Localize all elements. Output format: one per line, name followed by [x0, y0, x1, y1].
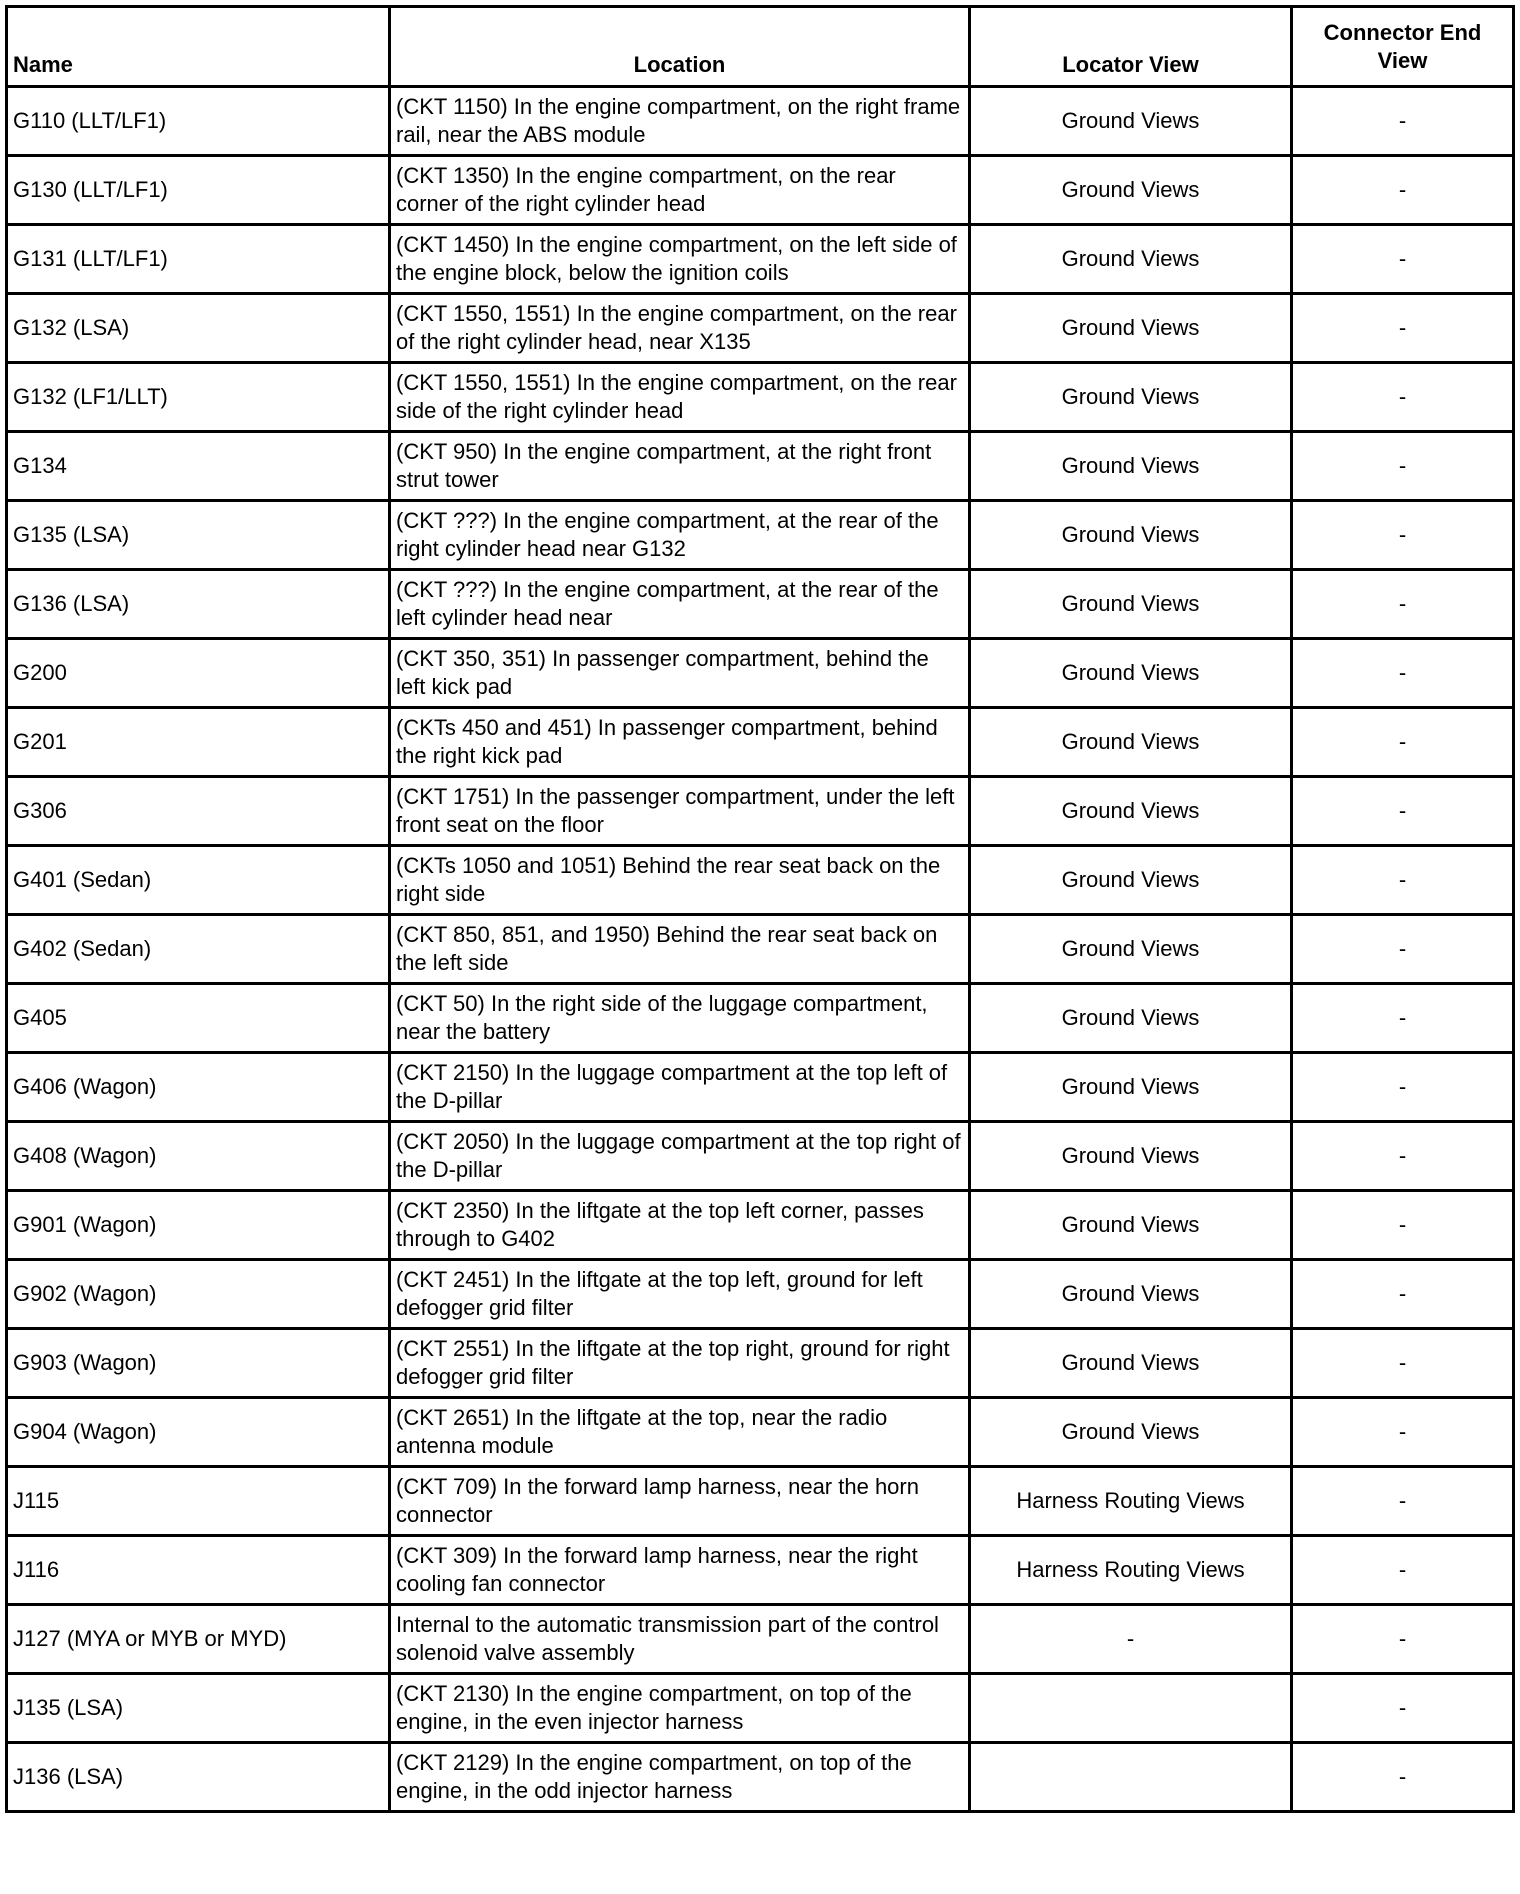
row-connector-end-view: - [1292, 1743, 1514, 1812]
table-row [7, 294, 1514, 363]
row-connector-end-view: - [1292, 1605, 1514, 1674]
table-row [7, 570, 1514, 639]
row-name: G135 (LSA) [7, 501, 390, 570]
row-name: G130 (LLT/LF1) [7, 156, 390, 225]
row-connector-end-view: - [1292, 1191, 1514, 1260]
row-name: G132 (LSA) [7, 294, 390, 363]
table-row [7, 1467, 1514, 1536]
row-name: G136 (LSA) [7, 570, 390, 639]
row-locator-view: Ground Views [970, 1053, 1292, 1122]
row-name: J135 (LSA) [7, 1674, 390, 1743]
row-name: J136 (LSA) [7, 1743, 390, 1812]
row-connector-end-view: - [1292, 1260, 1514, 1329]
row-name: G405 [7, 984, 390, 1053]
table-row [7, 432, 1514, 501]
table-row [7, 1329, 1514, 1398]
header-connector-end-view: Connector End View [1292, 7, 1514, 87]
header-name: Name [7, 7, 390, 87]
table-row [7, 915, 1514, 984]
row-connector-end-view: - [1292, 1674, 1514, 1743]
row-location: (CKT 2651) In the liftgate at the top, near the radio antenna module [390, 1398, 970, 1467]
row-location: (CKT 1450) In the engine compartment, on the left side of the engine block, below the ignition coils [390, 225, 970, 294]
row-connector-end-view: - [1292, 984, 1514, 1053]
row-connector-end-view: - [1292, 1398, 1514, 1467]
table-row [7, 846, 1514, 915]
row-name: G132 (LF1/LLT) [7, 363, 390, 432]
row-connector-end-view: - [1292, 570, 1514, 639]
row-connector-end-view: - [1292, 1053, 1514, 1122]
row-locator-view: Ground Views [970, 708, 1292, 777]
row-connector-end-view: - [1292, 501, 1514, 570]
row-locator-view: Ground Views [970, 432, 1292, 501]
row-location: (CKT 309) In the forward lamp harness, near the right cooling fan connector [390, 1536, 970, 1605]
row-location: (CKT ???) In the engine compartment, at the rear of the right cylinder head near G132 [390, 501, 970, 570]
row-locator-view: Ground Views [970, 1260, 1292, 1329]
row-name: G901 (Wagon) [7, 1191, 390, 1260]
row-name: G903 (Wagon) [7, 1329, 390, 1398]
row-connector-end-view: - [1292, 87, 1514, 156]
table-row [7, 1191, 1514, 1260]
header-locator-view: Locator View [970, 7, 1292, 87]
table-body [7, 87, 1514, 1812]
row-locator-view [970, 1674, 1292, 1743]
row-locator-view: Ground Views [970, 225, 1292, 294]
ground-locations-sheet [5, 5, 1512, 1887]
row-connector-end-view: - [1292, 363, 1514, 432]
row-locator-view: Ground Views [970, 984, 1292, 1053]
row-location: (CKT 950) In the engine compartment, at the right front strut tower [390, 432, 970, 501]
row-locator-view: Ground Views [970, 1329, 1292, 1398]
row-name: J127 (MYA or MYB or MYD) [7, 1605, 390, 1674]
header-row [7, 7, 1514, 87]
row-location: (CKT 2551) In the liftgate at the top right, ground for right defogger grid filter [390, 1329, 970, 1398]
row-locator-view: Ground Views [970, 294, 1292, 363]
row-location: (CKTs 1050 and 1051) Behind the rear seat back on the right side [390, 846, 970, 915]
row-name: J116 [7, 1536, 390, 1605]
table-row [7, 1605, 1514, 1674]
row-locator-view: Ground Views [970, 915, 1292, 984]
row-name: G131 (LLT/LF1) [7, 225, 390, 294]
row-connector-end-view: - [1292, 777, 1514, 846]
row-locator-view: Ground Views [970, 156, 1292, 225]
row-locator-view: Ground Views [970, 87, 1292, 156]
table-row [7, 777, 1514, 846]
table-row [7, 1536, 1514, 1605]
row-location: (CKT 850, 851, and 1950) Behind the rear seat back on the left side [390, 915, 970, 984]
row-locator-view: Ground Views [970, 363, 1292, 432]
ground-locations-table [5, 5, 1515, 1813]
row-location: (CKT 1550, 1551) In the engine compartment, on the rear side of the right cylinder head [390, 363, 970, 432]
row-location: (CKT 1751) In the passenger compartment, under the left front seat on the floor [390, 777, 970, 846]
row-locator-view: Ground Views [970, 639, 1292, 708]
row-locator-view [970, 1743, 1292, 1812]
row-location: (CKT 2150) In the luggage compartment at the top left of the D-pillar [390, 1053, 970, 1122]
row-name: G904 (Wagon) [7, 1398, 390, 1467]
row-connector-end-view: - [1292, 1536, 1514, 1605]
row-connector-end-view: - [1292, 1329, 1514, 1398]
row-location: (CKT 2050) In the luggage compartment at the top right of the D-pillar [390, 1122, 970, 1191]
row-name: J115 [7, 1467, 390, 1536]
row-locator-view: Harness Routing Views [970, 1467, 1292, 1536]
row-location: (CKT 1350) In the engine compartment, on the rear corner of the right cylinder head [390, 156, 970, 225]
row-connector-end-view: - [1292, 915, 1514, 984]
row-name: G201 [7, 708, 390, 777]
row-locator-view: Harness Routing Views [970, 1536, 1292, 1605]
row-location: (CKT 2130) In the engine compartment, on top of the engine, in the even injector harness [390, 1674, 970, 1743]
row-location: (CKT 1150) In the engine compartment, on the right frame rail, near the ABS module [390, 87, 970, 156]
row-connector-end-view: - [1292, 156, 1514, 225]
row-connector-end-view: - [1292, 1467, 1514, 1536]
header-location: Location [390, 7, 970, 87]
table-row [7, 1260, 1514, 1329]
table-row [7, 156, 1514, 225]
row-locator-view: Ground Views [970, 570, 1292, 639]
row-name: G306 [7, 777, 390, 846]
row-name: G402 (Sedan) [7, 915, 390, 984]
table-row [7, 87, 1514, 156]
row-locator-view: Ground Views [970, 1398, 1292, 1467]
row-locator-view: Ground Views [970, 846, 1292, 915]
row-connector-end-view: - [1292, 708, 1514, 777]
table-row [7, 1122, 1514, 1191]
row-connector-end-view: - [1292, 432, 1514, 501]
row-location: (CKT 2350) In the liftgate at the top left corner, passes through to G402 [390, 1191, 970, 1260]
table-row [7, 1743, 1514, 1812]
row-location: (CKT 2129) In the engine compartment, on top of the engine, in the odd injector harness [390, 1743, 970, 1812]
table-row [7, 639, 1514, 708]
table-row [7, 1053, 1514, 1122]
table-row [7, 501, 1514, 570]
row-location: (CKT 2451) In the liftgate at the top left, ground for left defogger grid filter [390, 1260, 970, 1329]
row-locator-view: Ground Views [970, 1191, 1292, 1260]
row-locator-view: Ground Views [970, 1122, 1292, 1191]
row-locator-view: Ground Views [970, 501, 1292, 570]
row-name: G408 (Wagon) [7, 1122, 390, 1191]
table-row [7, 1674, 1514, 1743]
row-location: (CKT ???) In the engine compartment, at the rear of the left cylinder head near [390, 570, 970, 639]
table-row [7, 984, 1514, 1053]
row-location: (CKT 1550, 1551) In the engine compartment, on the rear of the right cylinder head, near X135 [390, 294, 970, 363]
row-name: G406 (Wagon) [7, 1053, 390, 1122]
row-connector-end-view: - [1292, 294, 1514, 363]
row-connector-end-view: - [1292, 1122, 1514, 1191]
row-name: G200 [7, 639, 390, 708]
row-location: (CKT 350, 351) In passenger compartment, behind the left kick pad [390, 639, 970, 708]
row-name: G110 (LLT/LF1) [7, 87, 390, 156]
row-locator-view: - [970, 1605, 1292, 1674]
table-row [7, 708, 1514, 777]
table-row [7, 363, 1514, 432]
table-row [7, 225, 1514, 294]
row-location: Internal to the automatic transmission part of the control solenoid valve assembly [390, 1605, 970, 1674]
row-connector-end-view: - [1292, 639, 1514, 708]
row-name: G902 (Wagon) [7, 1260, 390, 1329]
row-connector-end-view: - [1292, 225, 1514, 294]
row-location: (CKT 50) In the right side of the luggage compartment, near the battery [390, 984, 970, 1053]
row-name: G401 (Sedan) [7, 846, 390, 915]
row-location: (CKTs 450 and 451) In passenger compartment, behind the right kick pad [390, 708, 970, 777]
row-name: G134 [7, 432, 390, 501]
row-locator-view: Ground Views [970, 777, 1292, 846]
row-connector-end-view: - [1292, 846, 1514, 915]
row-location: (CKT 709) In the forward lamp harness, near the horn connector [390, 1467, 970, 1536]
table-row [7, 1398, 1514, 1467]
